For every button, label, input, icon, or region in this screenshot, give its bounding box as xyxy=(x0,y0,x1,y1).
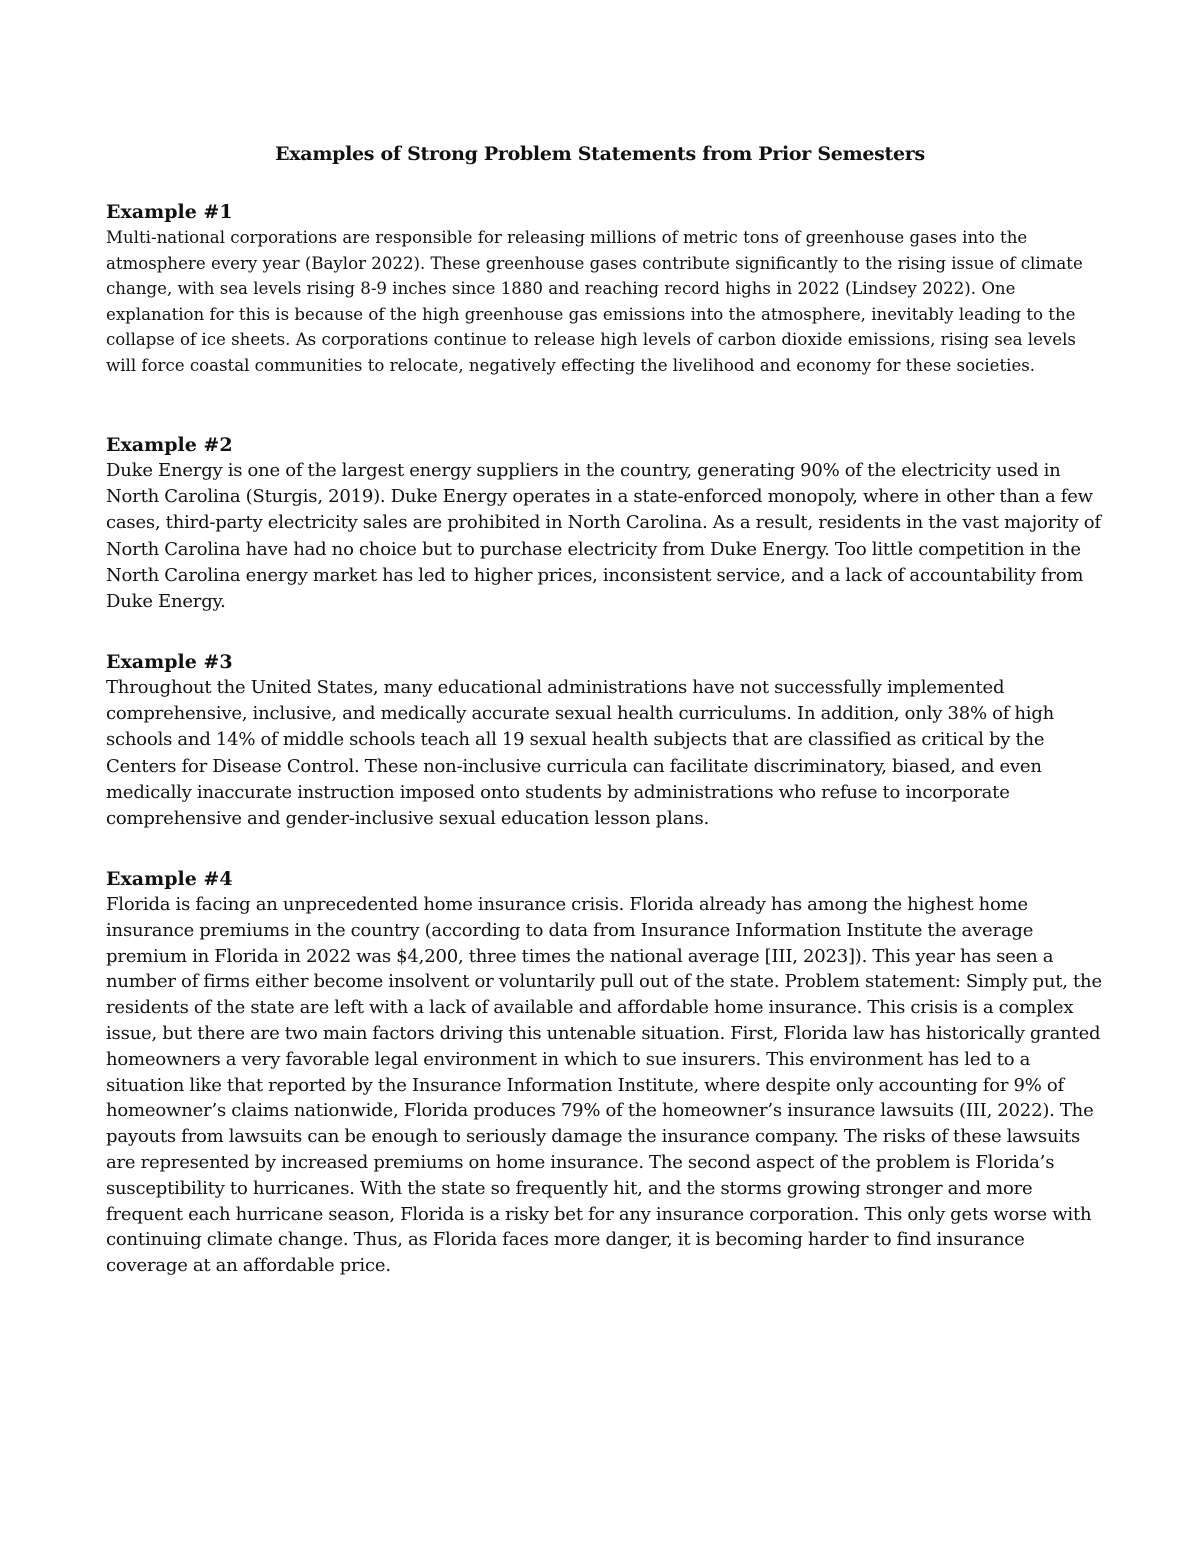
example-section-2 xyxy=(106,432,1106,615)
example-body: Multi-national corporations are responsible for releasing millions of metric tons of greenhouse gases into the atmosphere every year (Baylor 2022). These greenhouse gases contribute significantly to the rising issue of climate change, with sea levels rising 8-9 inches since 1880 and reaching record highs in 2022 (Lindsey 2022). One explanation for this is because of the high greenhouse gas emissions into the atmosphere, inevitably leading to the collapse of ice sheets. As corporations continue to release high levels of carbon dioxide emissions, rising sea levels will force coastal communities to relocate, negatively effecting the livelihood and economy for these societies. xyxy=(106,228,1083,375)
example-heading: Example #4 xyxy=(106,868,233,890)
document-title: Examples of Strong Problem Statements from Prior Semesters xyxy=(275,143,925,165)
example-body: Florida is facing an unprecedented home insurance crisis. Florida already has among the highest home insurance premiums in the country (according to data from Insurance Information Institute the average premium in Florida in 2022 was $4,200, three times the national average [III, 2023]). This year has seen a number of firms either become insolvent or voluntarily pull out of the state. Problem statement: Simply put, the residents of the state are left with a lack of available and affordable home insurance. This crisis is a complex issue, but there are two main factors driving this untenable situation. First, Florida law has historically granted homeowners a very favorable legal environment in which to sue insurers. This environment has led to a situation like that reported by the Insurance Information Institute, where despite only accounting for 9% of homeowner’s claims nationwide, Florida produces 79% of the homeowner’s insurance lawsuits (III, 2022). The payouts from lawsuits can be enough to seriously damage the insurance company. The risks of these lawsuits are represented by increased premiums on home insurance. The second aspect of the problem is Florida’s susceptibility to hurricanes. With the state so frequently hit, and the storms growing stronger and more frequent each hurricane season, Florida is a risky bet for any insurance corporation. This only gets worse with continuing climate change. Thus, as Florida faces more danger, it is becoming harder to find insurance coverage at an affordable price. xyxy=(106,894,1102,1277)
example-section-1 xyxy=(106,199,1106,379)
example-body: Duke Energy is one of the largest energy suppliers in the country, generating 90% of the electricity used in North Carolina (Sturgis, 2019). Duke Energy operates in a state-enforced monopoly, where in other than a few cases, third-party electricity sales are prohibited in North Carolina. As a result, residents in the vast majority of North Carolina have had no choice but to purchase electricity from Duke Energy. Too little competition in the North Carolina energy market has led to higher prices, inconsistent service, and a lack of accountability from Duke Energy. xyxy=(106,460,1101,613)
example-section-3 xyxy=(106,649,1106,832)
example-body: Throughout the United States, many educational administrations have not successfully implemented comprehensive, inclusive, and medically accurate sexual health curriculums. In addition, only 38% of high schools and 14% of middle schools teach all 19 sexual health subjects that are classified as critical by the Centers for Disease Control. These non-inclusive curricula can facilitate discriminatory, biased, and even medically inaccurate instruction imposed onto students by administrations who refuse to incorporate comprehensive and gender-inclusive sexual education lesson plans. xyxy=(106,677,1055,830)
example-heading: Example #2 xyxy=(106,434,233,456)
example-heading: Example #1 xyxy=(106,201,233,223)
example-section-4 xyxy=(106,866,1106,1279)
example-heading: Example #3 xyxy=(106,651,233,673)
